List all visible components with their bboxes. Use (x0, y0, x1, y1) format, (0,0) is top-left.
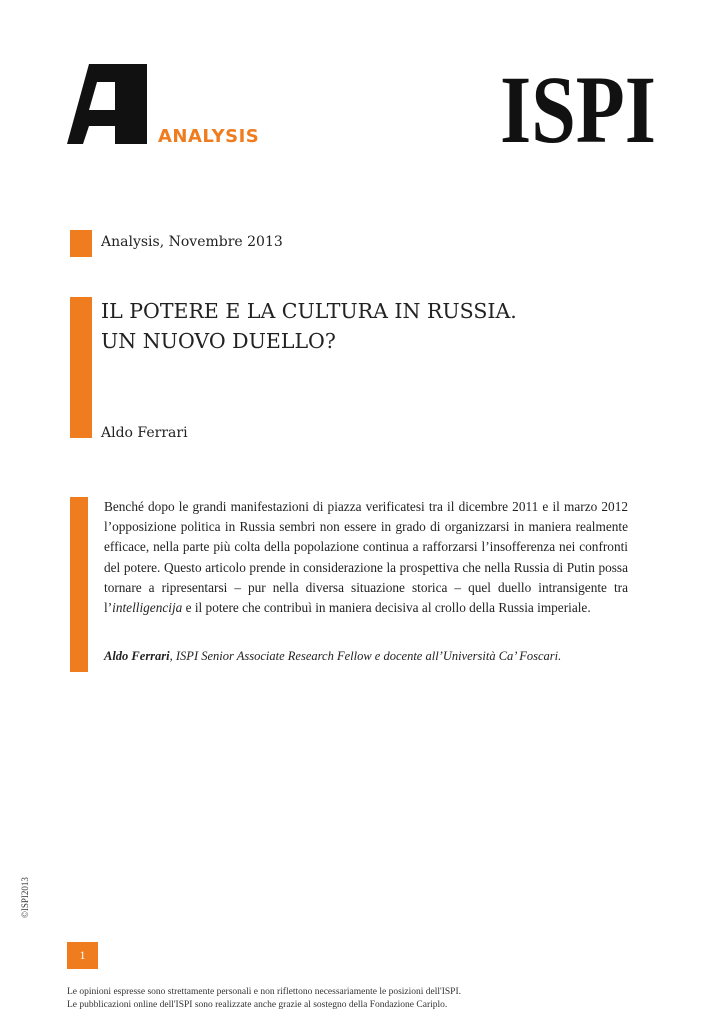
copyright-label: ©ISPI2013 (20, 877, 30, 918)
abstract-italic-term: intelligencija (112, 600, 183, 616)
title-line-1: IL POTERE E LA CULTURA IN RUSSIA. (101, 299, 517, 323)
publication-date: Analysis, Novembre 2013 (101, 234, 283, 250)
abstract-text-1: Benché dopo le grandi manifestazioni di piazza verificatesi tra il dicembre 2011 e il marzo 2012 l’opposizione politica in Russia sembri non essere in grado di organizzarsi in maniera realmente efficace, nella parte più colta della popolazione continua a rafforzarsi l’insofferenza nei confronti del potere. Questo articolo prende in considerazione la prospettiva che nella Russia di Putin possa tornare a ripresentarsi – pur nella diversa situazione storica – quel duello intransigente tra l’ (104, 499, 628, 616)
footer-disclaimer (67, 986, 461, 1011)
abstract-text-2: e il potere che contribuì in maniera decisiva al crollo della Russia imperiale. (182, 600, 591, 616)
article-author: Aldo Ferrari (101, 425, 188, 441)
page-number: 1 (67, 942, 98, 969)
bio-text: , ISPI Senior Associate Research Fellow e docente all’Università Ca’ Foscari. (169, 649, 562, 663)
analysis-wordmark: ANALYSIS (158, 126, 260, 147)
title-accent-bar (70, 297, 92, 438)
bio-name: Aldo Ferrari (104, 649, 170, 663)
title-line-2: UN NUOVO DUELLO? (101, 329, 336, 353)
article-abstract (104, 497, 628, 618)
analysis-a-logo (67, 64, 147, 144)
ispi-logo-text: ISPI (500, 56, 656, 163)
article-title (101, 296, 517, 356)
footer-line-1: Le opinioni espresse sono strettamente personali e non riflettono necessariamente le posizioni dell'ISPI. (67, 987, 462, 997)
date-accent-bar (70, 230, 92, 257)
footer-line-2: Le pubblicazioni online dell'ISPI sono realizzate anche grazie al sostegno della Fondazione Cariplo. (67, 999, 448, 1010)
ispi-logo (498, 56, 658, 163)
author-bio (104, 649, 561, 664)
abstract-accent-bar (70, 497, 88, 672)
